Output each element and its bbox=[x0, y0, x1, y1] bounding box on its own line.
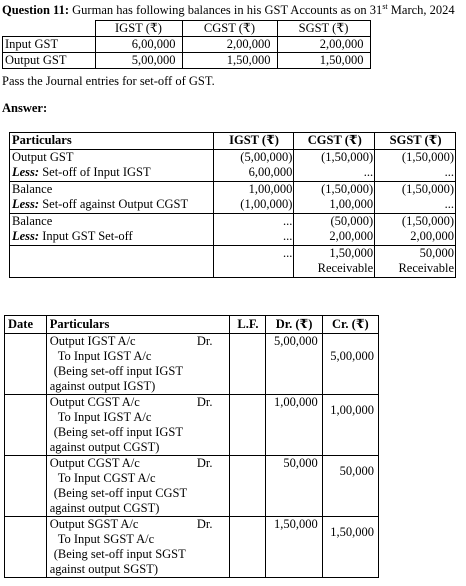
setoff-row bbox=[10, 149, 456, 165]
setoff-cgst: ... bbox=[294, 165, 375, 181]
journal-dr-amount bbox=[266, 456, 322, 517]
balances-row-label: Input GST bbox=[3, 37, 96, 53]
setoff-particular bbox=[10, 149, 214, 165]
journal-cr-value: 1,00,000 bbox=[330, 403, 374, 417]
journal-date bbox=[5, 334, 47, 395]
journal-debit: Output CGST A/c bbox=[49, 456, 140, 470]
balances-cell: 2,00,000 bbox=[277, 37, 370, 53]
journal-header-dr: Dr. (₹) bbox=[266, 316, 322, 334]
setoff-header-cgst: CGST (₹) bbox=[294, 133, 375, 150]
setoff-igst: (5,00,000) bbox=[213, 149, 294, 165]
setoff-cgst: 2,00,000 bbox=[294, 229, 375, 245]
setoff-text: Output GST bbox=[12, 149, 74, 164]
setoff-row bbox=[10, 245, 456, 261]
journal-dr-value: 1,00,000 bbox=[273, 395, 318, 409]
journal-narration: against output CGST) bbox=[49, 501, 160, 515]
journal-particulars bbox=[46, 395, 230, 456]
journal-credit: To Input IGST A/c bbox=[57, 410, 152, 424]
journal-narration: against output SGST) bbox=[49, 562, 159, 576]
setoff-sgst: 2,00,000 bbox=[375, 229, 456, 245]
balances-cell: 6,00,000 bbox=[95, 37, 182, 53]
journal-cr-amount bbox=[322, 334, 378, 395]
balances-corner bbox=[3, 21, 96, 37]
setoff-row bbox=[10, 165, 456, 181]
journal-date bbox=[5, 517, 47, 578]
setoff-sgst: (1,50,000) bbox=[375, 181, 456, 197]
journal-cr-amount bbox=[322, 456, 378, 517]
setoff-row bbox=[10, 261, 456, 277]
journal-narration: (Being set-off input IGST bbox=[53, 364, 183, 378]
setoff-header-igst: IGST (₹) bbox=[213, 133, 294, 150]
balances-row bbox=[3, 37, 371, 53]
journal-dr-value: 50,000 bbox=[283, 456, 318, 470]
journal-debit-line bbox=[50, 456, 227, 471]
journal-narration: (Being set-off input SGST bbox=[53, 547, 186, 561]
journal-entry bbox=[5, 334, 379, 395]
balances-header: IGST (₹) bbox=[95, 21, 182, 37]
setoff-text: Set-off against Output CGST bbox=[39, 197, 189, 211]
setoff-particular bbox=[10, 197, 214, 213]
journal-dr-amount bbox=[266, 334, 322, 395]
question-sup: st bbox=[382, 1, 388, 11]
journal-narration: (Being set-off input CGST bbox=[53, 486, 188, 500]
setoff-cgst: 1,00,000 bbox=[294, 197, 375, 213]
journal-lf bbox=[230, 517, 266, 578]
setoff-header-row bbox=[10, 133, 456, 150]
journal-entry bbox=[5, 395, 379, 456]
journal-dr-mark: Dr. bbox=[196, 334, 213, 348]
journal-debit: Output CGST A/c bbox=[49, 395, 140, 409]
setoff-row bbox=[10, 197, 456, 213]
journal-entry bbox=[5, 456, 379, 517]
setoff-particular bbox=[10, 245, 214, 261]
journal-narration: (Being set-off input IGST bbox=[53, 425, 183, 439]
setoff-prefix: Less: bbox=[12, 197, 40, 211]
setoff-text: Balance bbox=[12, 213, 53, 228]
setoff-row bbox=[10, 213, 456, 229]
journal-dr-mark: Dr. bbox=[196, 395, 213, 409]
balances-header-row bbox=[3, 21, 371, 37]
journal-header-row bbox=[5, 316, 379, 334]
setoff-header-particulars: Particulars bbox=[10, 133, 214, 150]
setoff-particular bbox=[10, 229, 214, 245]
setoff-igst: ... bbox=[213, 213, 294, 229]
journal-dr-mark: Dr. bbox=[196, 456, 213, 470]
setoff-igst: ... bbox=[213, 229, 294, 245]
setoff-row bbox=[10, 229, 456, 245]
question-text-end: March, 2024 bbox=[387, 3, 455, 17]
setoff-particular bbox=[10, 181, 214, 197]
setoff-text: Balance bbox=[12, 181, 53, 196]
balances-cell: 2,00,000 bbox=[182, 37, 277, 53]
journal-narration: against output IGST) bbox=[49, 379, 156, 393]
setoff-igst: 1,00,000 bbox=[213, 181, 294, 197]
setoff-sgst: ... bbox=[375, 197, 456, 213]
question-line bbox=[2, 3, 455, 18]
setoff-row bbox=[10, 181, 456, 197]
setoff-header-sgst: SGST (₹) bbox=[375, 133, 456, 150]
journal-dr-value: 5,00,000 bbox=[273, 334, 318, 348]
journal-dr-value: 1,50,000 bbox=[273, 517, 318, 531]
setoff-text: Input GST Set-off bbox=[39, 229, 133, 243]
journal-lf bbox=[230, 395, 266, 456]
setoff-sgst: (1,50,000) bbox=[375, 213, 456, 229]
balances-table bbox=[2, 20, 371, 69]
balances-row bbox=[3, 53, 371, 69]
journal-header-lf: L.F. bbox=[230, 316, 266, 334]
journal-dr-mark: Dr. bbox=[196, 517, 213, 531]
balances-header: CGST (₹) bbox=[182, 21, 277, 37]
setoff-cgst: (50,000) bbox=[294, 213, 375, 229]
journal-date bbox=[5, 456, 47, 517]
setoff-particular bbox=[10, 165, 214, 181]
setoff-cgst: 1,50,000 bbox=[294, 245, 375, 261]
journal-debit: Output IGST A/c bbox=[49, 334, 136, 348]
journal-cr-value: 1,50,000 bbox=[330, 525, 374, 539]
journal-date bbox=[5, 395, 47, 456]
journal-cr-value: 50,000 bbox=[339, 464, 374, 478]
setoff-sgst: Receivable bbox=[375, 261, 456, 277]
journal-lf bbox=[230, 456, 266, 517]
setoff-igst: (1,00,000) bbox=[213, 197, 294, 213]
setoff-table bbox=[9, 132, 456, 278]
balances-row-label: Output GST bbox=[3, 53, 96, 69]
journal-debit: Output SGST A/c bbox=[49, 517, 139, 531]
setoff-sgst: ... bbox=[375, 165, 456, 181]
balances-header: SGST (₹) bbox=[277, 21, 370, 37]
journal-header-particulars: Particulars bbox=[46, 316, 230, 334]
setoff-igst: ... bbox=[213, 245, 294, 261]
journal-lf bbox=[230, 334, 266, 395]
journal-header-cr: Cr. (₹) bbox=[322, 316, 378, 334]
journal-credit: To Input SGST A/c bbox=[57, 532, 155, 546]
setoff-cgst: (1,50,000) bbox=[294, 149, 375, 165]
journal-entry bbox=[5, 517, 379, 578]
journal-cr-value: 5,00,000 bbox=[330, 349, 374, 363]
setoff-text: Set-off of Input IGST bbox=[39, 165, 151, 179]
setoff-cgst: (1,50,000) bbox=[294, 181, 375, 197]
setoff-prefix: Less: bbox=[12, 165, 40, 179]
setoff-sgst: 50,000 bbox=[375, 245, 456, 261]
setoff-igst: 6,00,000 bbox=[213, 165, 294, 181]
journal-narration: against output CGST) bbox=[49, 440, 160, 454]
journal-cr-amount bbox=[322, 517, 378, 578]
journal-cr-amount bbox=[322, 395, 378, 456]
question-instruction: Pass the Journal entries for set-off of GST. bbox=[2, 74, 215, 88]
question-label: Question 11: bbox=[2, 3, 70, 17]
journal-table bbox=[4, 315, 379, 578]
journal-particulars bbox=[46, 334, 230, 395]
journal-dr-amount bbox=[266, 395, 322, 456]
balances-cell: 5,00,000 bbox=[95, 53, 182, 69]
balances-cell: 1,50,000 bbox=[277, 53, 370, 69]
journal-dr-amount bbox=[266, 517, 322, 578]
journal-particulars bbox=[46, 456, 230, 517]
setoff-igst bbox=[213, 261, 294, 277]
answer-label: Answer: bbox=[2, 101, 48, 115]
journal-credit: To Input IGST A/c bbox=[57, 349, 152, 363]
question-text: Gurman has following balances in his GST Accounts as on 31 bbox=[72, 3, 383, 17]
journal-debit-line bbox=[50, 517, 227, 532]
setoff-prefix: Less: bbox=[12, 229, 40, 243]
setoff-cgst: Receivable bbox=[294, 261, 375, 277]
setoff-particular bbox=[10, 261, 214, 277]
setoff-sgst: (1,50,000) bbox=[375, 149, 456, 165]
balances-cell: 1,50,000 bbox=[182, 53, 277, 69]
journal-particulars bbox=[46, 517, 230, 578]
journal-debit-line bbox=[50, 395, 227, 410]
journal-header-date: Date bbox=[5, 316, 47, 334]
setoff-particular bbox=[10, 213, 214, 229]
journal-debit-line bbox=[50, 334, 227, 349]
journal-credit: To Input CGST A/c bbox=[57, 471, 156, 485]
